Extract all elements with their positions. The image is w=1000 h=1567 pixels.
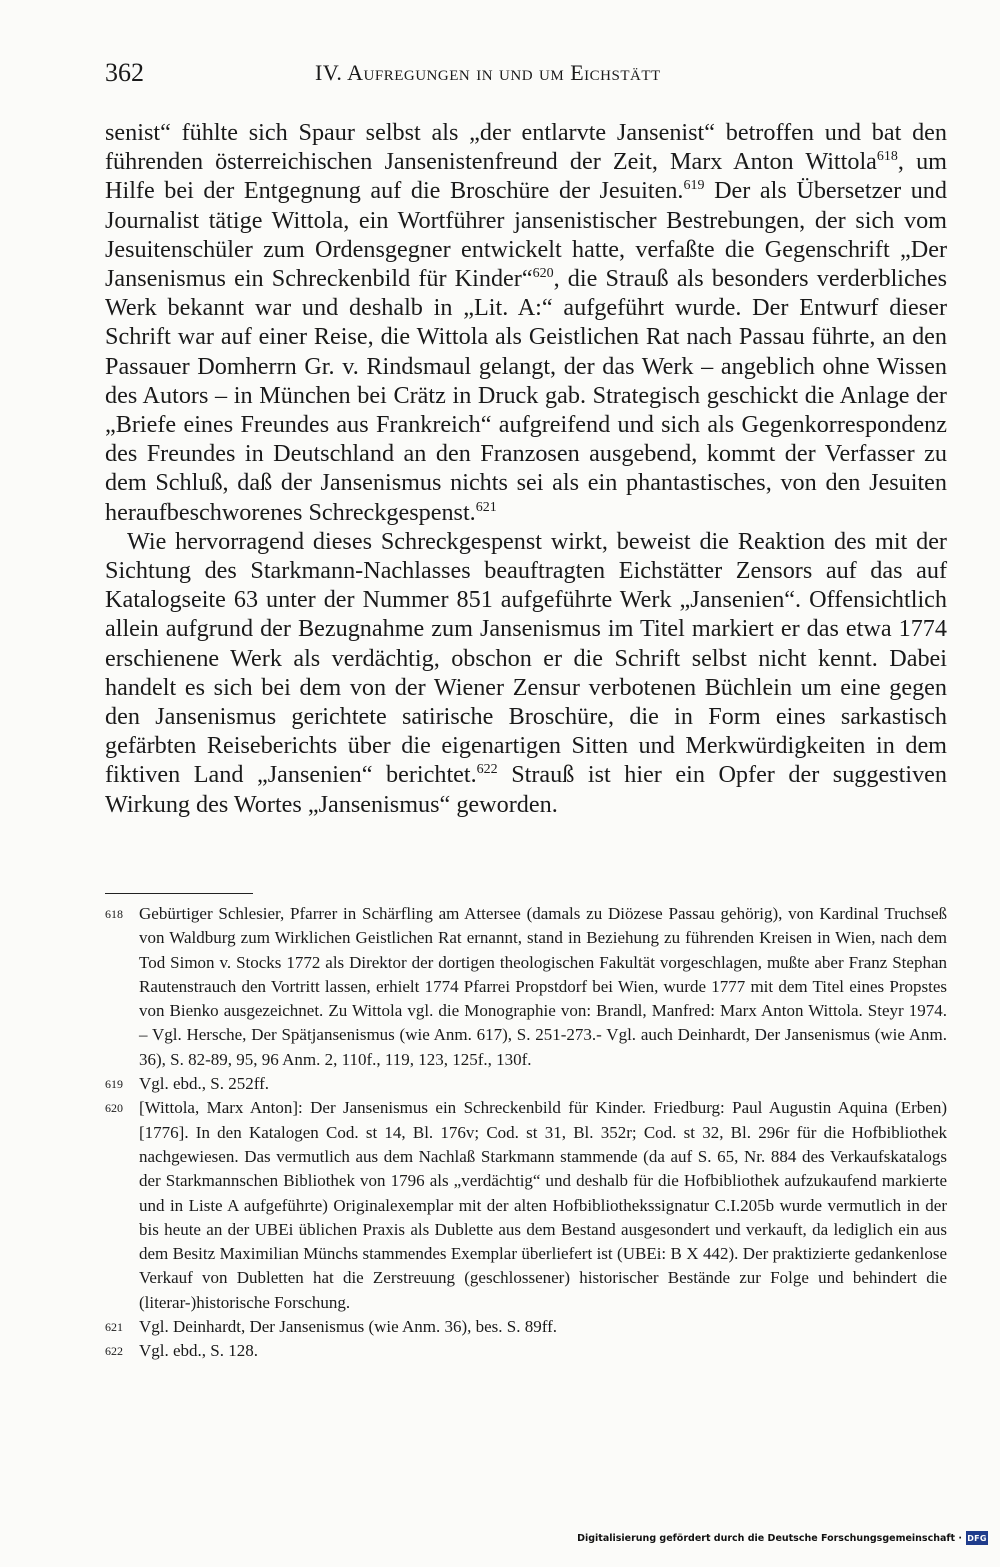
footnote — [105, 902, 947, 1072]
footnote-divider — [105, 893, 253, 894]
footnote-ref[interactable]: 620 — [532, 265, 554, 281]
dfg-logo-icon: DFG — [966, 1531, 988, 1545]
footnote — [105, 1315, 947, 1339]
running-title: IV. Aufregungen in und um Eichstätt — [315, 60, 661, 85]
text-run: Wie hervorragend dieses Schreckgespenst wirkt, beweist die Reaktion des mit der Sichtung des Starkmann-Nachlasses beauftragten Eichstätter Zensors auf das auf Katalogseite 63 unter der Nummer 851 aufgeführte Werk „Jansenien“. Offensichtlich allein aufgrund der Bezugnahme zum Jansenismus im Titel markiert er das etwa 1774 erschienene Werk als verdächtig, obschon er die Schrift selbst nicht kennt. Dabei handelt es sich bei dem von der Wiener Zensur verbotenen Büchlein um eine gegen den Jansenismus gerichtete satirische Broschüre, die in Form eines sarkastisch gefärbten Reiseberichts über die eigenartigen Sitten und Merkwürdigkeiten in dem fiktiven Land „Jansenien“ berichtet. — [105, 527, 947, 789]
text-run: senist“ fühlte sich Spaur selbst als „der entlarvte Jansenist“ betroffen und bat den führenden österreichischen Jansenistenfreund der Zeit, Marx Anton Wittola — [105, 119, 947, 176]
main-text — [105, 118, 947, 819]
footnote — [105, 1096, 947, 1315]
footnote-text: Vgl. ebd., S. 128. — [139, 1341, 258, 1361]
footnote-number: 622 — [105, 1344, 123, 1359]
footnote — [105, 1072, 947, 1096]
page-header — [105, 58, 947, 92]
footnote-ref[interactable]: 622 — [476, 762, 498, 778]
dfg-funding-footer — [577, 1529, 988, 1547]
text-run: , die Strauß als besonders verderbliches Werk bekannt war und deshalb in „Lit. A:“ aufgeführt wurde. Der Entwurf dieser Schrift war auf einer Reise, die Wittola als Geistlichen Rat nach Passau führte, an den Passauer Domherrn Gr. v. Rindsmaul gelangt, der das Werk – angeblich ohne Wissen des Autors – in München bei Crätz in Druck gab. Strategisch geschickt die Anlage der „Briefe eines Freundes aus Frankreich“ aufgreifend und sich als Gegenkorrespondenz des Freundes in Deutschland an den Franzosen ausgebend, kommt der Verfasser zu dem Schluß, daß der Jansenismus nichts sei als ein phantastisches, von den Jesuiten heraufbeschworenes Schreckgespenst. — [105, 265, 948, 526]
footnotes — [105, 902, 947, 1364]
footnote-text: Vgl. Deinhardt, Der Jansenismus (wie Anm. 36), bes. S. 89ff. — [139, 1317, 558, 1337]
footnote-number: 619 — [105, 1077, 123, 1092]
footnote — [105, 1339, 947, 1363]
funding-note: Digitalisierung gefördert durch die Deutsche Forschungsgemeinschaft · — [577, 1532, 962, 1544]
text-run: , um Hilfe bei der Entgegnung auf die Broschüre der Jesuiten. — [105, 148, 947, 205]
footnote-ref[interactable]: 618 — [876, 149, 898, 165]
text-run: Der als Übersetzer und Journalist tätige Wittola, ein Wortführer jansenistischer Bestrebungen, der sich vom Jesuitenschüler zum Ordensgegner entwickelt hatte, verfaßte die Gegenschrift „Der Jansenismus ein Schreckenbild für Kinder“ — [105, 177, 947, 293]
paragraph — [105, 527, 947, 819]
footnote-text: [Wittola, Marx Anton]: Der Jansenismus ein Schreckenbild für Kinder. Friedburg: Paul Augustin Aquina (Erben) [1776]. In den Katalogen Cod. st 14, Bl. 176v; Cod. st 31, Bl. 352r; Cod. st 32, Bl. 296r für die Hofbibliothek nachgewiesen. Das vermutlich aus dem Nachlaß Starkmann stammende (da auf S. 65, Nr. 884 des Verkaufskatalogs der Starkmannschen Bibliothek von 1796 als „verdächtig“ und deshalb für die Hofbibliothek aufzukaufend markierte und in Liste A aufgeführte) Originalexemplar mit der alten Hofbibliothekssignatur C.I.205b wurde vermutlich in der bis heute an der UBEi üblichen Praxis als Dublette aus dem Bestand ausgesondert und verkauft, da lediglich ein aus dem Besitz Maximilian Münchs stammendes Exemplar überliefert ist (UBEi: B X 442). Der praktizierte gedankenlose Verkauf von Dubletten hat die Zerstreuung (geschlossener) historischer Bestände zur Folge und behindert die (literar-)historische Forschung. — [139, 1098, 947, 1312]
footnote-ref[interactable]: 619 — [683, 178, 705, 194]
footnote-number: 620 — [105, 1101, 123, 1116]
footnote-number: 621 — [105, 1320, 123, 1335]
paragraph — [105, 118, 947, 527]
footnote-text: Gebürtiger Schlesier, Pfarrer in Schärfling am Attersee (damals zu Diözese Passau gehörig), von Kardinal Truchseß von Waldburg zum Wirklichen Geistlichen Rat ernannt, stand in Beziehung zu führenden Kreisen in Wien, nach dem Tod Simon v. Stocks 1772 als Direktor der dortigen theologischen Fakultät vorgeschlagen, mußte aber Franz Stephan Rautenstrauch den Vortritt lassen, erhielt 1774 Pfarrei Propstdorf bei Wien, wurde 1777 mit dem Titel eines Propstes von Bienko ausgezeichnet. Zu Wittola vgl. die Monographie von: Brandl, Manfred: Marx Anton Wittola. Steyr 1974. – Vgl. Hersche, Der Spätjansenismus (wie Anm. 617), S. 251-273.- Vgl. auch Deinhardt, Der Jansenismus (wie Anm. 36), S. 82-89, 95, 96 Anm. 2, 110f., 119, 123, 125f., 130f. — [139, 904, 947, 1069]
page-number: 362 — [105, 58, 144, 87]
footnote-ref[interactable]: 621 — [475, 499, 497, 515]
footnote-text: Vgl. ebd., S. 252ff. — [139, 1074, 270, 1094]
footnote-number: 618 — [105, 907, 123, 921]
text-run: Strauß ist hier ein Opfer der suggestiven Wirkung des Wortes „Jansenismus“ geworden. — [105, 761, 947, 818]
